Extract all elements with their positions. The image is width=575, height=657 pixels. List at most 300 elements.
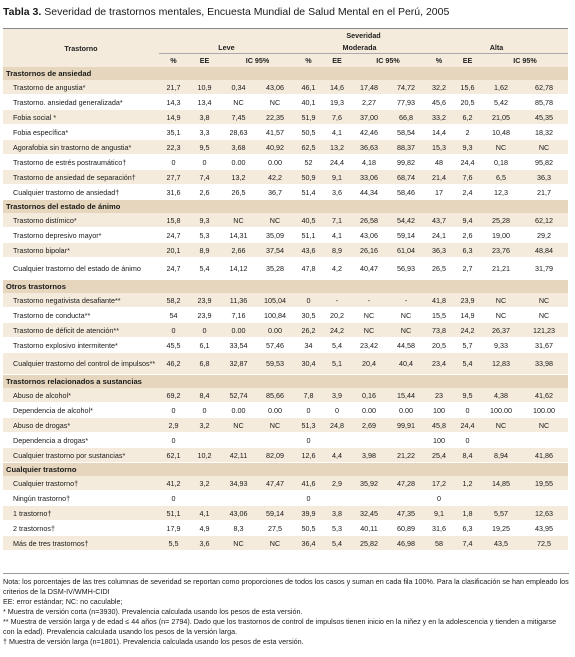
table-cell: 42,2 xyxy=(256,170,294,185)
table-cell: 69,2 xyxy=(159,388,188,403)
table-cell: 6,8 xyxy=(188,353,221,375)
table-cell: 26,16 xyxy=(351,243,387,258)
row-label: Cualquier trastorno† xyxy=(3,476,159,491)
table-cell: 0 xyxy=(294,293,323,308)
table-cell: 36,3 xyxy=(520,170,568,185)
table-cell: 121,23 xyxy=(520,323,568,338)
table-row xyxy=(3,338,568,353)
sub-column-header: % xyxy=(159,54,188,68)
sub-column-header: IC 95% xyxy=(351,54,425,68)
table-cell: 51,4 xyxy=(294,185,323,200)
table-cell: 0,34 xyxy=(221,80,256,95)
table-cell: 7,6 xyxy=(453,170,482,185)
row-label: Fobia social * xyxy=(3,110,159,125)
table-cell: 100 xyxy=(425,433,453,448)
table-cell: 41,86 xyxy=(520,448,568,463)
table-row xyxy=(3,418,568,433)
row-label: Cualquier trastorno del estado de ánimo xyxy=(3,258,159,280)
table-cell: 77,93 xyxy=(387,95,425,110)
table-cell: 20,2 xyxy=(323,308,351,323)
table-cell: 51,1 xyxy=(294,228,323,243)
table-cell: 12,83 xyxy=(482,353,520,375)
table-cell: 43,06 xyxy=(221,506,256,521)
table-cell: 23,42 xyxy=(351,338,387,353)
table-cell xyxy=(256,433,294,448)
table-cell: 41,62 xyxy=(520,388,568,403)
table-row xyxy=(3,213,568,228)
table-cell: 46,1 xyxy=(294,80,323,95)
table-cell: 100.00 xyxy=(482,403,520,418)
table-cell: 2,69 xyxy=(351,418,387,433)
table-cell xyxy=(323,491,351,506)
table-cell: 17,48 xyxy=(351,80,387,95)
table-cell: 0 xyxy=(453,403,482,418)
table-cell: 0.00 xyxy=(351,403,387,418)
table-cell: 0 xyxy=(159,323,188,338)
table-cell: 57,46 xyxy=(256,338,294,353)
table-cell: 34,93 xyxy=(221,476,256,491)
table-cell: 3,68 xyxy=(221,140,256,155)
table-row xyxy=(3,448,568,463)
table-cell: 85,78 xyxy=(520,95,568,110)
table-cell: 26,5 xyxy=(221,185,256,200)
table-cell: 2,9 xyxy=(323,476,351,491)
section-row xyxy=(3,375,568,389)
row-label: Trastorno de ansiedad de separación† xyxy=(3,170,159,185)
table-cell: 5,4 xyxy=(188,258,221,280)
table-cell: 17 xyxy=(425,185,453,200)
sub-column-header: IC 95% xyxy=(482,54,568,68)
table-cell: 48,84 xyxy=(520,243,568,258)
section-title: Trastornos de ansiedad xyxy=(3,67,568,80)
table-cell: NC xyxy=(256,95,294,110)
table-cell: 1,62 xyxy=(482,80,520,95)
table-cell: 9,3 xyxy=(453,140,482,155)
table-cell xyxy=(221,491,256,506)
table-number: Tabla 3. xyxy=(3,6,42,18)
table-cell xyxy=(188,433,221,448)
table-cell: 9,1 xyxy=(425,506,453,521)
table-cell: 6,3 xyxy=(453,521,482,536)
table-cell: 82,09 xyxy=(256,448,294,463)
table-cell: 9,3 xyxy=(188,213,221,228)
table-cell: 52,74 xyxy=(221,388,256,403)
table-cell: 7,4 xyxy=(188,170,221,185)
table-cell: 5,5 xyxy=(159,536,188,551)
table-cell: 41,2 xyxy=(159,476,188,491)
table-cell: 19,3 xyxy=(323,95,351,110)
row-label: 2 trastornos† xyxy=(3,521,159,536)
table-cell: 5,4 xyxy=(323,338,351,353)
table-row xyxy=(3,308,568,323)
table-cell: NC xyxy=(520,293,568,308)
table-cell: 33,54 xyxy=(221,338,256,353)
table-cell: 2,7 xyxy=(453,258,482,280)
table-cell: 47,28 xyxy=(387,476,425,491)
table-cell: 40,92 xyxy=(256,140,294,155)
row-label: Agorafobia sin trastorno de angustia* xyxy=(3,140,159,155)
table-cell: 0,16 xyxy=(351,388,387,403)
table-cell: 30,4 xyxy=(294,353,323,375)
table-cell: 37,54 xyxy=(256,243,294,258)
table-cell: 54 xyxy=(159,308,188,323)
table-cell: 13,2 xyxy=(323,140,351,155)
note-line: EE: error estándar; NC: no caculable; xyxy=(3,597,123,606)
table-cell: NC xyxy=(351,308,387,323)
table-cell: 35,09 xyxy=(256,228,294,243)
group-header: Alta xyxy=(425,41,568,54)
table-cell: 21,21 xyxy=(482,258,520,280)
note-line: ** Muestra de versión larga y de edad ≤ 44 años (n= 2794). Dado que los trastornos de control de impulsos tienen inicio en la niñez y en la adolescencia y tienden a mitigarse con la edad). Prevalencia calculada usando los pesos de la versión larga. xyxy=(3,617,557,636)
table-cell: 20,4 xyxy=(351,353,387,375)
section-row xyxy=(3,67,568,80)
row-label: Trastorno bipolar* xyxy=(3,243,159,258)
table-cell: 0.00 xyxy=(221,155,256,170)
table-cell: 0 xyxy=(294,403,323,418)
row-label: Trastorno depresivo mayor* xyxy=(3,228,159,243)
table-row xyxy=(3,433,568,448)
table-cell: 30,5 xyxy=(294,308,323,323)
table-cell: 20,5 xyxy=(425,338,453,353)
table-cell: 0 xyxy=(425,491,453,506)
table-cell: 31,6 xyxy=(425,521,453,536)
row-label: Ningún trastorno† xyxy=(3,491,159,506)
sub-column-header: % xyxy=(425,54,453,68)
table-cell: 40,5 xyxy=(294,213,323,228)
table-cell: 25,28 xyxy=(482,213,520,228)
table-cell: 14,3 xyxy=(159,95,188,110)
table-cell xyxy=(351,433,387,448)
table-cell: 1,8 xyxy=(453,506,482,521)
table-cell: 15,6 xyxy=(453,80,482,95)
table-cell: 18,32 xyxy=(520,125,568,140)
row-label: Trastorno de estrés postraumático† xyxy=(3,155,159,170)
table-cell: 32,2 xyxy=(425,80,453,95)
table-cell: 100 xyxy=(425,403,453,418)
section-title: Trastornos del estado de ánimo xyxy=(3,200,568,214)
table-cell: 0.00 xyxy=(256,323,294,338)
table-cell xyxy=(453,491,482,506)
table-cell: 68,74 xyxy=(387,170,425,185)
table-cell: 0,18 xyxy=(482,155,520,170)
table-row xyxy=(3,353,568,375)
table-row xyxy=(3,140,568,155)
table-cell: 14,6 xyxy=(323,80,351,95)
section-title: Otros trastornos xyxy=(3,280,568,294)
table-cell: 23,9 xyxy=(188,293,221,308)
table-cell: 59,14 xyxy=(387,228,425,243)
table-cell: 43,6 xyxy=(294,243,323,258)
table-cell: 22,35 xyxy=(256,110,294,125)
table-cell: 0.00 xyxy=(256,155,294,170)
table-cell: 48 xyxy=(425,155,453,170)
table-cell: 8,9 xyxy=(323,243,351,258)
table-cell: 13,2 xyxy=(221,170,256,185)
table-cell xyxy=(221,433,256,448)
table-cell: 10,2 xyxy=(188,448,221,463)
table-row xyxy=(3,228,568,243)
table-cell: 7,16 xyxy=(221,308,256,323)
table-cell: 0.00 xyxy=(221,403,256,418)
table-cell: NC xyxy=(520,418,568,433)
table-cell: 6,3 xyxy=(453,243,482,258)
severity-table xyxy=(3,28,568,551)
table-cell: 40,47 xyxy=(351,258,387,280)
table-cell: 20,1 xyxy=(159,243,188,258)
table-row xyxy=(3,80,568,95)
table-cell: NC xyxy=(221,418,256,433)
table-cell: NC xyxy=(520,140,568,155)
table-cell: 3,8 xyxy=(323,506,351,521)
table-cell: 40,4 xyxy=(387,353,425,375)
table-cell: 4,1 xyxy=(323,125,351,140)
table-cell: 2,4 xyxy=(453,185,482,200)
table-row xyxy=(3,170,568,185)
section-row xyxy=(3,200,568,214)
table-cell: 5,4 xyxy=(323,536,351,551)
table-cell: 7,1 xyxy=(323,213,351,228)
table-cell: 25,82 xyxy=(351,536,387,551)
table-cell: 0.00 xyxy=(387,403,425,418)
section-title: Cualquier trastorno xyxy=(3,463,568,477)
row-label: Dependencia a drogas* xyxy=(3,433,159,448)
table-cell: 0 xyxy=(294,491,323,506)
table-cell: 41,57 xyxy=(256,125,294,140)
table-row xyxy=(3,185,568,200)
table-cell: 2,9 xyxy=(159,418,188,433)
table-cell: 24,1 xyxy=(425,228,453,243)
table-cell: 10,9 xyxy=(188,80,221,95)
table-cell: 5,1 xyxy=(323,353,351,375)
table-cell: 33,2 xyxy=(425,110,453,125)
table-cell: 24,4 xyxy=(453,418,482,433)
row-label: Trastorno de déficit de atención** xyxy=(3,323,159,338)
table-cell: 11,36 xyxy=(221,293,256,308)
table-cell: 58,46 xyxy=(387,185,425,200)
row-label: Cualquier trastorno por sustancias* xyxy=(3,448,159,463)
table-cell: 8,4 xyxy=(453,448,482,463)
table-cell: 43,95 xyxy=(520,521,568,536)
table-cell: 31,6 xyxy=(159,185,188,200)
table-cell: - xyxy=(351,293,387,308)
table-cell: 58,2 xyxy=(159,293,188,308)
table-cell: 8,9 xyxy=(188,243,221,258)
table-cell: 37,00 xyxy=(351,110,387,125)
sub-column-header: EE xyxy=(188,54,221,68)
table-cell: 7,6 xyxy=(323,110,351,125)
table-cell: NC xyxy=(256,418,294,433)
table-cell: 14,85 xyxy=(482,476,520,491)
col-header-trastorno: Trastorno xyxy=(3,29,159,68)
table-cell: 4,4 xyxy=(323,448,351,463)
table-cell: 41,8 xyxy=(425,293,453,308)
table-cell: 5,57 xyxy=(482,506,520,521)
table-cell: 62,5 xyxy=(294,140,323,155)
table-cell: 9,33 xyxy=(482,338,520,353)
table-cell: 9,5 xyxy=(188,140,221,155)
table-cell: 5,4 xyxy=(453,353,482,375)
table-cell: 36,7 xyxy=(256,185,294,200)
table-body xyxy=(3,67,568,551)
table-cell: 17,2 xyxy=(425,476,453,491)
table-cell: 105,04 xyxy=(256,293,294,308)
table-cell: 19,55 xyxy=(520,476,568,491)
table-row xyxy=(3,110,568,125)
table-cell: 15,5 xyxy=(425,308,453,323)
table-cell: 14,9 xyxy=(159,110,188,125)
table-cell: 47,35 xyxy=(387,506,425,521)
table-cell: 51,3 xyxy=(294,418,323,433)
row-label: Trastorno de angustia* xyxy=(3,80,159,95)
table-cell: 4,1 xyxy=(188,506,221,521)
table-cell: 14,9 xyxy=(453,308,482,323)
note-line: † Muestra de versión larga (n=1801). Prevalencia calculada usando los pesos de esta versión. xyxy=(3,637,304,646)
table-cell: 3,6 xyxy=(323,185,351,200)
table-cell: 2,27 xyxy=(351,95,387,110)
table-cell: 43,5 xyxy=(482,536,520,551)
table-cell: 24,7 xyxy=(159,258,188,280)
table-cell: 100,84 xyxy=(256,308,294,323)
table-cell: 5,42 xyxy=(482,95,520,110)
table-cell: 8,94 xyxy=(482,448,520,463)
table-cell xyxy=(520,433,568,448)
table-cell xyxy=(188,491,221,506)
table-cell: 24,4 xyxy=(453,155,482,170)
table-cell: 6,2 xyxy=(453,110,482,125)
table-cell: 15,3 xyxy=(425,140,453,155)
table-cell: 4,1 xyxy=(323,228,351,243)
table-row xyxy=(3,243,568,258)
table-cell: 27,5 xyxy=(256,521,294,536)
table-cell: 7,45 xyxy=(221,110,256,125)
table-row xyxy=(3,258,568,280)
table-cell: - xyxy=(387,293,425,308)
table-cell: 50,5 xyxy=(294,125,323,140)
table-cell: 21,22 xyxy=(387,448,425,463)
table-cell: 62,12 xyxy=(520,213,568,228)
table-cell: 21,4 xyxy=(425,170,453,185)
table-cell: 58 xyxy=(425,536,453,551)
table-cell: 26,37 xyxy=(482,323,520,338)
table-cell: 4,38 xyxy=(482,388,520,403)
row-label: Trastorno explosivo intermitente* xyxy=(3,338,159,353)
table-cell: 34 xyxy=(294,338,323,353)
group-header: Leve xyxy=(159,41,294,54)
section-title: Trastornos relacionados a sustancias xyxy=(3,375,568,389)
table-cell: 39,9 xyxy=(294,506,323,521)
table-cell: 4,2 xyxy=(323,258,351,280)
table-cell: 9,5 xyxy=(453,388,482,403)
table-cell: 9,1 xyxy=(323,170,351,185)
table-row xyxy=(3,388,568,403)
table-cell: 19,25 xyxy=(482,521,520,536)
table-cell: 26,58 xyxy=(351,213,387,228)
table-cell: 24,2 xyxy=(323,323,351,338)
table-cell: 43,7 xyxy=(425,213,453,228)
table-cell: 31,79 xyxy=(520,258,568,280)
table-cell: 41,6 xyxy=(294,476,323,491)
table-cell: - xyxy=(323,293,351,308)
table-cell: 0 xyxy=(294,433,323,448)
table-cell xyxy=(520,491,568,506)
table-row xyxy=(3,293,568,308)
table-caption: Severidad de trastornos mentales, Encuesta Mundial de Salud Mental en el Perú, 2005 xyxy=(44,6,450,18)
table-cell: NC xyxy=(221,95,256,110)
table-cell: 100.00 xyxy=(520,403,568,418)
table-cell: 3,6 xyxy=(188,536,221,551)
table-row xyxy=(3,125,568,140)
table-cell: 43,06 xyxy=(351,228,387,243)
table-cell: 24,7 xyxy=(159,228,188,243)
col-header-severidad: Severidad xyxy=(159,29,568,42)
table-cell: 6,5 xyxy=(482,170,520,185)
table-cell: 36,63 xyxy=(351,140,387,155)
table-row xyxy=(3,95,568,110)
row-label: Cualquier trastorno de ansiedad† xyxy=(3,185,159,200)
table-cell: 62,78 xyxy=(520,80,568,95)
table-cell: 29,2 xyxy=(520,228,568,243)
table-cell: 17,9 xyxy=(159,521,188,536)
table-cell: 47,8 xyxy=(294,258,323,280)
table-cell: 47,47 xyxy=(256,476,294,491)
table-cell xyxy=(256,491,294,506)
table-cell: 3,98 xyxy=(351,448,387,463)
table-cell: 50,9 xyxy=(294,170,323,185)
table-cell: 50,5 xyxy=(294,521,323,536)
table-cell: 42,46 xyxy=(351,125,387,140)
table-cell: 6,1 xyxy=(188,338,221,353)
table-cell: 23,4 xyxy=(425,353,453,375)
table-cell: 31,67 xyxy=(520,338,568,353)
table-row xyxy=(3,521,568,536)
table-cell: NC xyxy=(221,213,256,228)
table-cell: 27,7 xyxy=(159,170,188,185)
table-cell: 45,6 xyxy=(425,95,453,110)
table-cell: NC xyxy=(482,418,520,433)
table-cell: 0 xyxy=(323,403,351,418)
table-cell: 22,3 xyxy=(159,140,188,155)
table-cell: 60,89 xyxy=(387,521,425,536)
table-cell: 66,8 xyxy=(387,110,425,125)
table-cell: 2,6 xyxy=(453,228,482,243)
table-row xyxy=(3,506,568,521)
table-cell: 0 xyxy=(188,155,221,170)
table-cell: 2 xyxy=(453,125,482,140)
table-cell: NC xyxy=(387,323,425,338)
table-cell: 23 xyxy=(425,388,453,403)
table-cell: 15,44 xyxy=(387,388,425,403)
table-cell: 5,7 xyxy=(453,338,482,353)
row-label: Fobia específica* xyxy=(3,125,159,140)
table-cell: 26,2 xyxy=(294,323,323,338)
section-row xyxy=(3,280,568,294)
table-cell: 12,6 xyxy=(294,448,323,463)
table-cell: NC xyxy=(351,323,387,338)
table-cell: NC xyxy=(221,536,256,551)
table-cell: 14,4 xyxy=(425,125,453,140)
table-cell: 2,66 xyxy=(221,243,256,258)
table-cell: 42,11 xyxy=(221,448,256,463)
table-cell: 23,9 xyxy=(453,293,482,308)
table-cell: 59,14 xyxy=(256,506,294,521)
table-cell: 36,3 xyxy=(425,243,453,258)
table-cell: NC xyxy=(256,213,294,228)
table-cell: 21,7 xyxy=(159,80,188,95)
table-cell: 0.00 xyxy=(221,323,256,338)
table-cell: 45,35 xyxy=(520,110,568,125)
table-cell: 23,76 xyxy=(482,243,520,258)
table-cell: 28,63 xyxy=(221,125,256,140)
